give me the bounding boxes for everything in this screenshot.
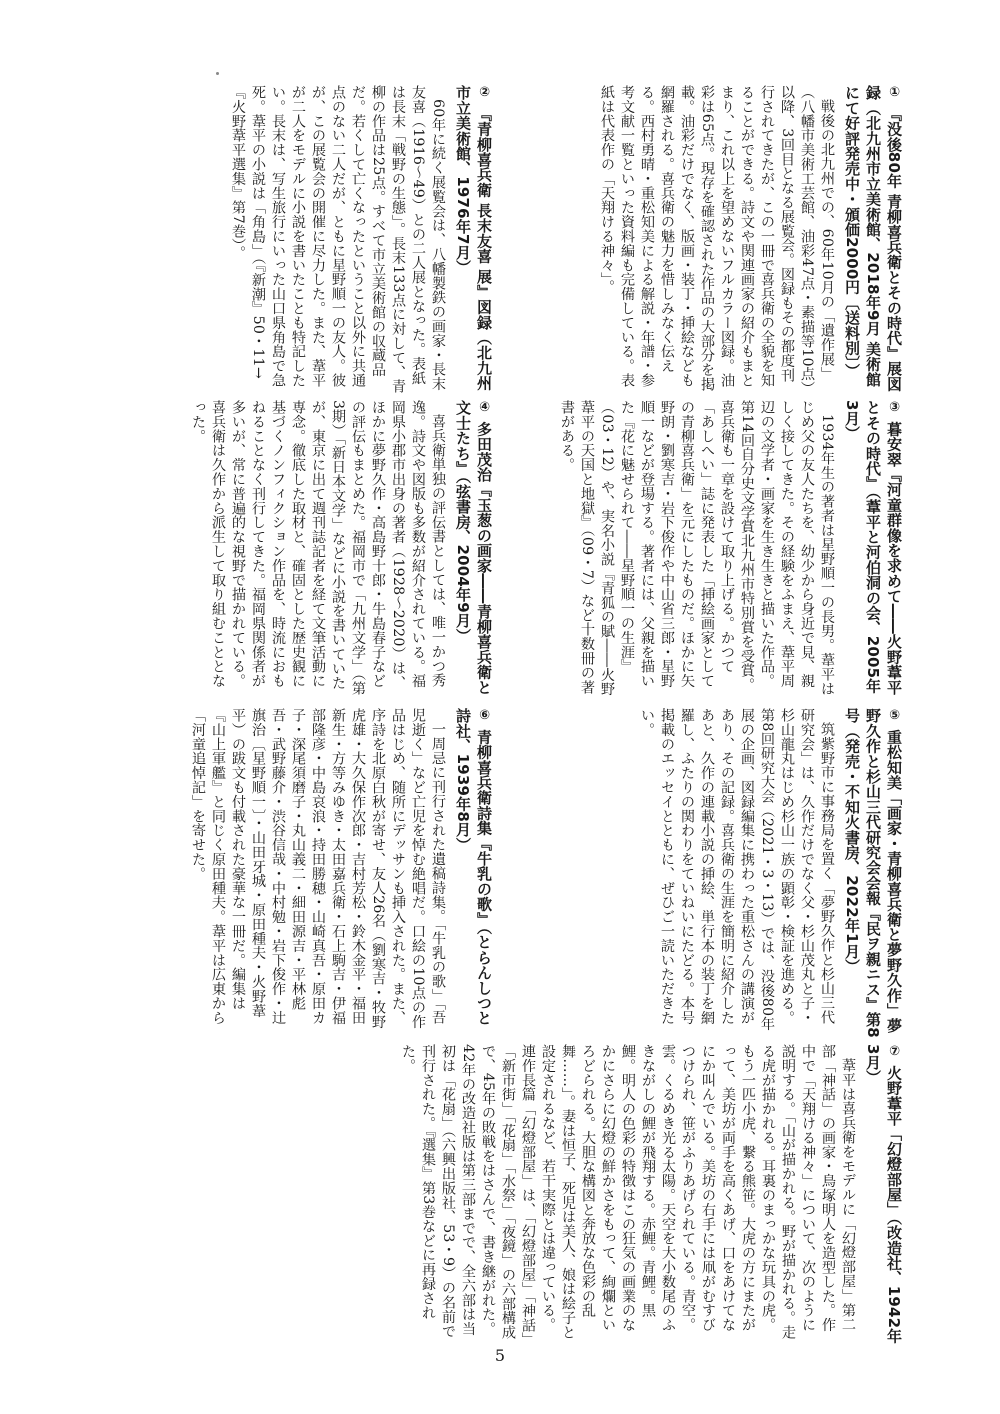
row-1: [85, 85, 905, 395]
article-2-heading: [452, 85, 495, 395]
article-6-heading: [452, 708, 495, 1038]
article-7-heading: [862, 1044, 905, 1344]
article-4-title: 多田茂治『玉葱の画家――青柳喜兵衛と文士たち』（弦書房、2004年9月）: [454, 400, 493, 695]
article-2: [85, 85, 495, 395]
article-4: [85, 400, 495, 700]
article-6-title: 青柳喜兵衛詩集『牛乳の歌』（とらんしつと詩社、1939年8月）: [454, 708, 493, 1026]
article-4-heading: [452, 400, 495, 700]
row-3: [85, 708, 905, 1038]
article-2-body: 60年に続く展覧会は、八幡製鉄の画家・長末友喜（1916〜49）との二人展となった。表紙は長末「戦野の生態」。長末133点に対して、青柳の作品は25点。すべて市立美術館の収蔵品だ。若くして亡くなったということ以外に共通点のない二人だが、ともに星野順一の友人。彼が、この展覧会の開催に尽力した。また、葦平が二人をモデルに小説を書いたことも特記したい。長末は、写生旅行にいった山口県角島で急死。葦平の小説は「角島」（『新潮』50・11→『火野葦平選集』第7巻）。: [230, 85, 446, 394]
row-4: [85, 1044, 905, 1344]
article-1-title: 『没後80年 青柳喜兵衛とその時代』展図録（北九州市立美術館、2018年9月 美術館にて好評発売中・頒価2000円〔送料別〕）: [843, 85, 903, 392]
article-3: [505, 400, 905, 700]
article-1: [505, 85, 905, 395]
article-2-title: 『青柳喜兵衛 長末友喜 展』図録（北九州市立美術館、1976年7月）: [454, 85, 493, 391]
row-2: [85, 400, 905, 700]
article-1-body: 戦後の北九州での、60年10月の「遺作展」（八幡市美術工芸館、油彩47点・素描等10点）以降、3回目となる展覧会。図録もその都度刊行されてきたが、この一冊で喜兵衛の全貌を知ることができる。詩文や関連画家の紹介もまとまり、これ以上を望めないフルカラー図録。油彩は65点。現存を確認された作品の大部分を掲載。油彩だけでなく、版画・装丁・挿絵なども網羅される。喜兵衛の魅力を惜しみなく伝える。西村勇晴・重松知美による解説・年譜・参考文献一覧といった資料編も完備している。表紙は代表作の「天翔ける神々」。: [599, 85, 835, 392]
article-2-number: ②: [477, 85, 492, 101]
article-7-number: ⑦: [887, 1044, 902, 1060]
scan-speck: [216, 72, 219, 75]
article-4-body: 喜兵衛単独の評伝書としては、唯一かつ秀逸。詩文や図版も多数が紹介されている。福岡県小郡市出身の著者（1928〜2020）は、ほかに夢野久作・高島野十郎・牛島春子などの評伝もまとめた。福岡市で「九州文学」（第3期）「新日本文学」などに小説を書いていたが、東京に出て週刊誌記者を経て文筆活動に専念。徹底した取材と、確固とした歴史観に基づくノンフィクション作品を、時流におもねることなく刊行してきた。福岡県関係者が多いが、常に普遍的な視野で描かれている。喜兵衛は久作から派生して取り組むこととなった。: [190, 400, 446, 696]
article-7-body: 葦平は喜兵衛をモデルに「幻燈部屋」第二部「神話」の画家・鳥塚明人を造型した。作中で「天翔ける神々」について、次のように説明する。「山が描かれる。野が描かれる。走る虎が描かれる。耳裏のまっかな玩具の虎。もう一匹小虎、繋る熊笹。大虎の方にまたがって、美坊が両手を高くあげ、口をあけてなにか叫んでいる。美坊の右手には凧がむすびつけられ、笹がふりあげられている。青空。雲。くるめき光る太陽。天空を大小数尾のふきながしの鯉が飛翔する。赤鯉。青鯉。黒鯉。明人の色彩の特徴はこの狂気の画業のなかにさらに幻燈の鮮かさをもって、絢爛といろどられる。大胆な構図と奔放な色彩の乱舞……」。妻は恒子、死児は美人、娘は絵子と設定されるなど、若干実際とは違っている。連作長篇「幻燈部屋」は、「幻燈部屋」「神話」「新市街」「花扇」「水祭」「夜鏡」の六部構成で、45年の敗戦をはさんで、書き継がれた。42年の改造社版は第三部までで、全六部は当初は「花扇」（六興出版社、53・9）の名前で刊行された。『選集』第3巻などに再録された。: [400, 1044, 856, 1340]
article-3-body: 1934年生の著者は星野順一の長男。葦平はじめ父の友人たちを、幼少から身近で見、親しく接してきた。その経験をふまえ、葦平周辺の文学者・画家を生き生きと描いた作品。第14回自分史文学賞北九州市特別賞を受賞。喜兵衛も一章を設けて取り上げる。かつて「あしへい」誌に発表した「挿絵画家としての青柳喜兵衛」を元にしたものだ。ほかに矢野朗・劉寒吉・岩下俊作や中山省三郎・星野順一などが登場する。著者には、父親を描いた『花に魅せられて――星野順一の生涯』（03・12）や、実名小説『青狐の賦――火野葦平の天国と地獄』（09・7）など十数冊の著書がある。: [559, 400, 835, 697]
article-5: [505, 708, 905, 1038]
article-6: [85, 708, 495, 1038]
article-5-title: 重松知美「画家・青柳喜兵衛と夢野久作」夢野久作と杉山三代研究会会報『民ヲ親ニス』第8号（発売・不知火書房、2022年1月）: [843, 708, 903, 1038]
article-1-number: ①: [887, 85, 902, 101]
article-3-number: ③: [887, 400, 902, 416]
article-7: [205, 1044, 905, 1344]
page-number: 5: [494, 1346, 506, 1365]
article-6-number: ⑥: [477, 708, 492, 724]
article-5-heading: [841, 708, 905, 1038]
article-3-heading: [841, 400, 905, 700]
article-4-number: ④: [477, 400, 492, 416]
article-6-body: 一周忌に刊行された遺稿詩集。「牛乳の歌」「吾児逝く」など亡児を悼む絶唱だ。口絵の10点の作品はじめ、随所にデッサンも挿入された。また、序詩を北原白秋が寄せ、友人26名（劉寒吉・牧野虎雄・大久保作次郎・吉村芳松・鈴木金平・福田新生・方等みゆき・太田嘉兵衛・石上駒吉・伊福部隆彦・中島哀浪・持田勝穂・山崎真吾・原田カ子・深尾須磨子・丸山義二・細田源吉・平林彪吾・武野藤介・渋谷信哉・中村勉・岩下俊作・辻旗治〔星野順一〕・山田牙城・原田種夫・火野葦平）の跋文も付載された豪華な一冊だ。編集は『山上軍艦』と同じく原田種夫。葦平は広東から「河童追悼記」を寄せた。: [190, 708, 446, 1029]
article-5-number: ⑤: [887, 708, 902, 724]
article-7-title: 火野葦平「幻燈部屋」（改造社、1942年3月）: [864, 1044, 903, 1344]
article-5-body: 筑紫野市に事務局を置く「夢野久作と杉山三代研究会」は、久作だけでなく父・杉山茂丸と子・杉山龍丸はじめ杉山一族の顕彰・検証を進める。第8回研究大会（2021・3・13）では、没後80年展の企画、図録編集に携わった重松さんの講演があり、その記録。喜兵衛の生涯を簡明に紹介したあと、久作の連載小説の挿絵、単行本の装丁を網羅し、ふたりの関わりをていねいにたどる。本号掲載のエッセイとともに、ぜひご一読いただきたい。: [639, 708, 835, 1031]
article-1-heading: [841, 85, 905, 395]
article-3-title: 暮安翠『河童群像を求めて――火野葦平とその時代』（葦平と河伯洞の会、2005年3月）: [843, 400, 903, 695]
